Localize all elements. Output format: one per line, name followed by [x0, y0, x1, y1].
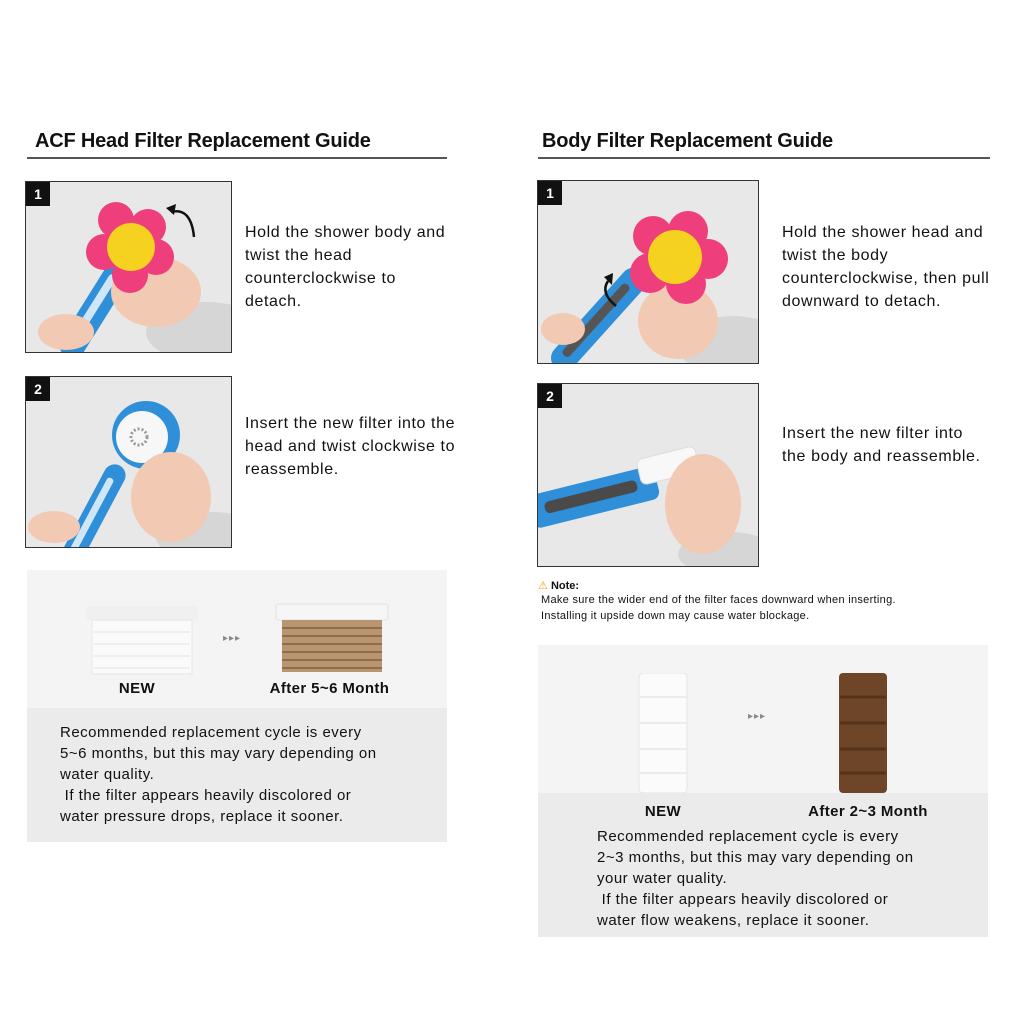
note-heading: Note: [550, 580, 580, 592]
right-step2-text: Insert the new filter into the body and reassemble. [782, 425, 981, 465]
right-replacement-info [538, 793, 988, 937]
right-title-rule [538, 157, 990, 159]
left-step1-image [25, 181, 232, 353]
right-step1-text: Hold the shower head and twist the body counterclockwise, then pull downward to detach. [782, 224, 990, 310]
new-head-filter-image [82, 600, 202, 680]
transition-arrows: ▸▸▸ [223, 633, 242, 644]
left-step2-text: Insert the new filter into the head and twist clockwise to reassemble. [245, 415, 456, 478]
left-title-rule [27, 157, 447, 159]
right-replacement-paragraph: Recommended replacement cycle is every 2~3 months, but this may vary depending on your water quality. If the filter appears heavily discolored or water flow weakens, replace it sooner. [597, 828, 914, 929]
left-replacement-info [27, 708, 447, 842]
new-filter-label: NEW [644, 803, 682, 820]
step-number-badge: 1 [538, 181, 562, 205]
left-filter-comparison [27, 570, 447, 708]
step-number-badge: 2 [538, 384, 562, 408]
note-line: Make sure the wider end of the filter faces downward when inserting. [541, 594, 896, 606]
used-head-filter-image [272, 600, 392, 680]
right-section-title: Body Filter Replacement Guide [542, 130, 833, 152]
used-filter-label: After 5~6 Month [269, 680, 390, 697]
left-step1-text: Hold the shower body and twist the head counterclockwise to detach. [245, 224, 446, 310]
used-body-filter-image [838, 673, 888, 793]
right-note [538, 579, 998, 624]
right-step2-image [537, 383, 759, 567]
transition-arrows: ▸▸▸ [748, 711, 767, 722]
right-filter-comparison [538, 645, 988, 793]
step-number-badge: 2 [26, 377, 50, 401]
note-line: Installing it upside down may cause water blockage. [541, 610, 810, 622]
left-section-title: ACF Head Filter Replacement Guide [35, 130, 371, 152]
new-body-filter-image [638, 673, 688, 793]
left-replacement-paragraph: Recommended replacement cycle is every 5~6 months, but this may vary depending on water quality. If the filter appears heavily discolored or water pressure drops, replace it sooner. [60, 724, 377, 825]
used-filter-label: After 2~3 Month [808, 803, 928, 820]
new-filter-label: NEW [118, 680, 156, 697]
left-step2-image [25, 376, 232, 548]
right-step1-image [537, 180, 759, 364]
warning-icon: ⚠ [538, 580, 548, 592]
step-number-badge: 1 [26, 182, 50, 206]
